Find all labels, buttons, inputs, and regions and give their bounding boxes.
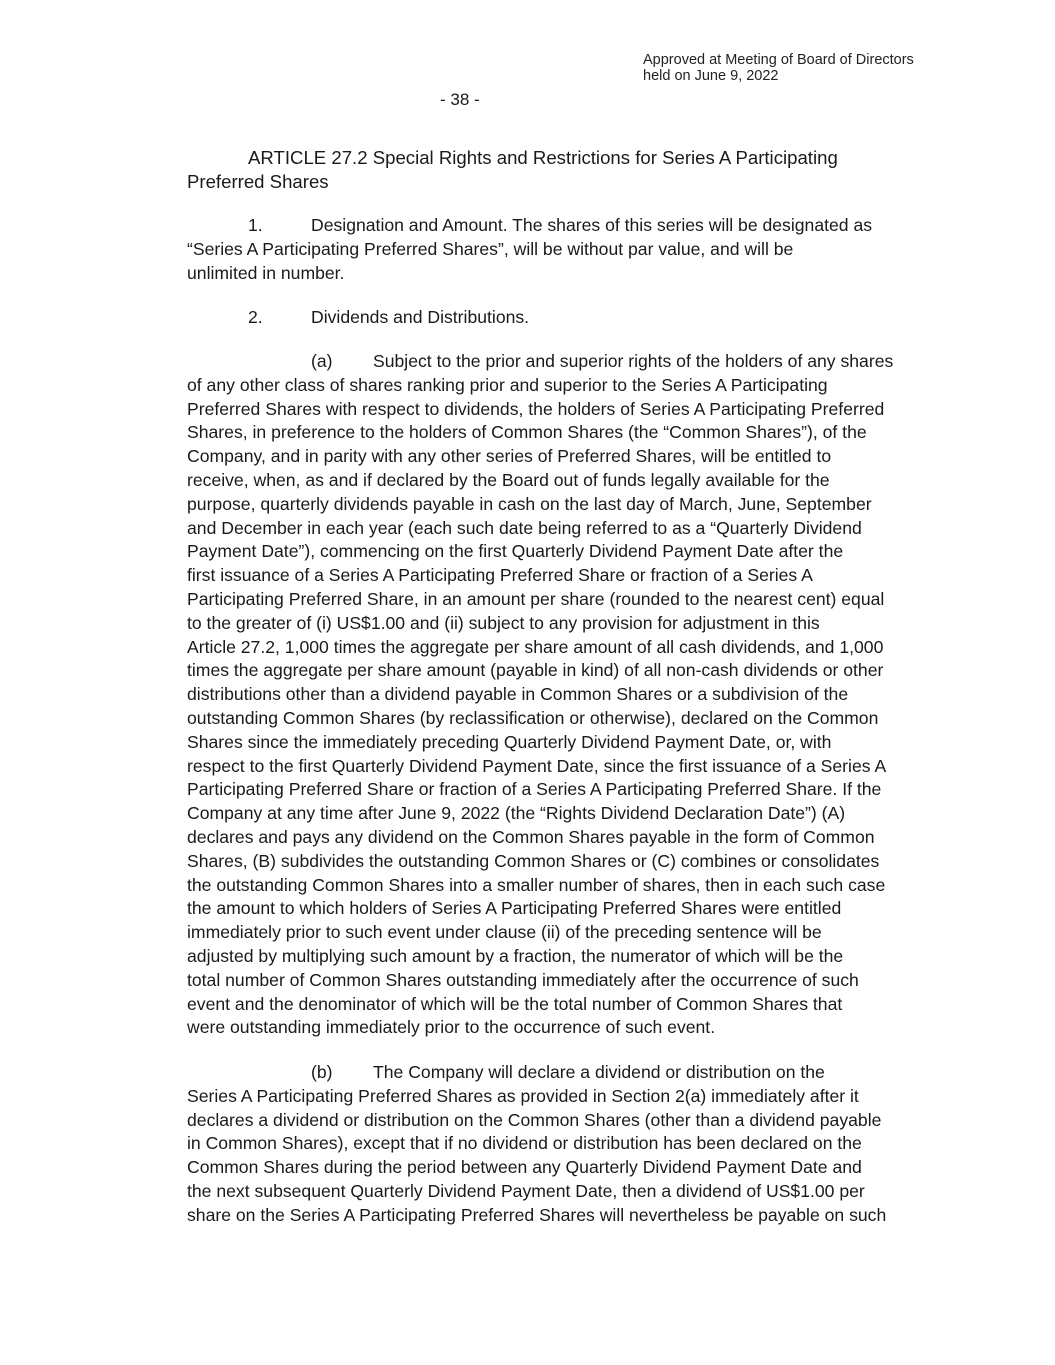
approval-line: Approved at Meeting of Board of Directors: [643, 52, 914, 68]
paragraph-line: respect to the first Quarterly Dividend Payment Date, since the first issuance of a Series A: [187, 755, 887, 776]
article-heading: [187, 146, 939, 194]
paragraph-line: of any other class of shares ranking prior and superior to the Series A Participating: [187, 374, 828, 395]
paragraph-line: times the aggregate per share amount (payable in kind) of all non-cash dividends or other: [187, 660, 884, 681]
subsection-label: (a): [311, 351, 333, 371]
paragraph-line: share on the Series A Participating Preferred Shares will nevertheless be payable on such: [187, 1204, 887, 1225]
paragraph-line: adjusted by multiplying such amount by a fraction, the numerator of which will be the: [187, 945, 844, 966]
section-number: 2.: [248, 307, 263, 327]
paragraph-line: Company at any time after June 9, 2022 (the “Rights Dividend Declaration Date”) (A): [187, 803, 846, 824]
subsection-a: [187, 350, 939, 1040]
subsection-b: [187, 1061, 939, 1228]
paragraph-line: event and the denominator of which will be the total number of Common Shares that: [187, 993, 843, 1014]
paragraph-line: receive, when, as and if declared by the Board out of funds legally available for the: [187, 469, 830, 490]
section-title: Dividends and Distributions.: [311, 307, 530, 327]
section-2-heading: [187, 306, 939, 330]
paragraph-line: Participating Preferred Share or fraction of a Series A Participating Preferred Share. If the: [187, 779, 882, 800]
paragraph-line: Payment Date”), commencing on the first Quarterly Dividend Payment Date after the: [187, 541, 844, 562]
article-heading-line: Preferred Shares: [187, 170, 329, 192]
paragraph-line: “Series A Participating Preferred Shares”, will be without par value, and will be: [187, 238, 794, 259]
paragraph-line: the amount to which holders of Series A Participating Preferred Shares were entitled: [187, 898, 842, 919]
section-1-designation: [187, 214, 939, 285]
paragraph-line: and December in each year (each such date being referred to as a “Quarterly Dividend: [187, 517, 862, 538]
paragraph-line: Article 27.2, 1,000 times the aggregate per share amount of all cash dividends, and 1,000: [187, 636, 884, 657]
paragraph-line: purpose, quarterly dividends payable in cash on the last day of March, June, September: [187, 493, 872, 514]
section-number: 1.: [248, 215, 263, 235]
paragraph-line: outstanding Common Shares (by reclassification or otherwise), declared on the Common: [187, 707, 879, 728]
paragraph-line: total number of Common Shares outstanding immediately after the occurrence of such: [187, 969, 859, 990]
paragraph-line: to the greater of (i) US$1.00 and (ii) subject to any provision for adjustment in this: [187, 612, 820, 633]
paragraph-line: Shares, (B) subdivides the outstanding Common Shares or (C) combines or consolidates: [187, 850, 880, 871]
paragraph-line: Common Shares during the period between any Quarterly Dividend Payment Date and: [187, 1157, 862, 1178]
paragraph-line: first issuance of a Series A Participating Preferred Share or fraction of a Series A: [187, 565, 813, 586]
paragraph-line: in Common Shares), except that if no dividend or distribution has been declared on the: [187, 1133, 862, 1154]
paragraph-line: unlimited in number.: [187, 262, 345, 283]
paragraph-line: Designation and Amount. The shares of this series will be designated as: [311, 215, 873, 235]
paragraph-line: Shares, in preference to the holders of Common Shares (the “Common Shares”), of the: [187, 422, 867, 443]
article-heading-line: ARTICLE 27.2 Special Rights and Restrictions for Series A Participating: [248, 147, 838, 168]
paragraph-line: immediately prior to such event under clause (ii) of the preceding sentence will be: [187, 922, 822, 943]
paragraph-line: Series A Participating Preferred Shares as provided in Section 2(a) immediately after it: [187, 1085, 859, 1106]
paragraph-line: the next subsequent Quarterly Dividend Payment Date, then a dividend of US$1.00 per: [187, 1180, 865, 1201]
paragraph-line: Participating Preferred Share, in an amount per share (rounded to the nearest cent) equal: [187, 588, 885, 609]
approval-note: [643, 52, 914, 84]
approval-line: held on June 9, 2022: [643, 68, 779, 84]
paragraph-line: declares a dividend or distribution on the Common Shares (other than a dividend payable: [187, 1109, 882, 1130]
paragraph-line: Company, and in parity with any other series of Preferred Shares, will be entitled to: [187, 446, 832, 467]
paragraph-line: Subject to the prior and superior rights of the holders of any shares: [373, 351, 894, 371]
paragraph-line: were outstanding immediately prior to the occurrence of such event.: [187, 1017, 716, 1038]
paragraph-line: The Company will declare a dividend or distribution on the: [373, 1062, 825, 1082]
paragraph-line: the outstanding Common Shares into a smaller number of shares, then in each such case: [187, 874, 886, 895]
paragraph-line: declares and pays any dividend on the Common Shares payable in the form of Common: [187, 826, 875, 847]
page-number: - 38 -: [440, 90, 480, 109]
paragraph-line: distributions other than a dividend payable in Common Shares or a subdivision of the: [187, 684, 849, 705]
paragraph-line: Shares since the immediately preceding Quarterly Dividend Payment Date, or, with: [187, 731, 832, 752]
paragraph-line: Preferred Shares with respect to dividends, the holders of Series A Participating Preferred: [187, 398, 885, 419]
subsection-label: (b): [311, 1062, 333, 1082]
